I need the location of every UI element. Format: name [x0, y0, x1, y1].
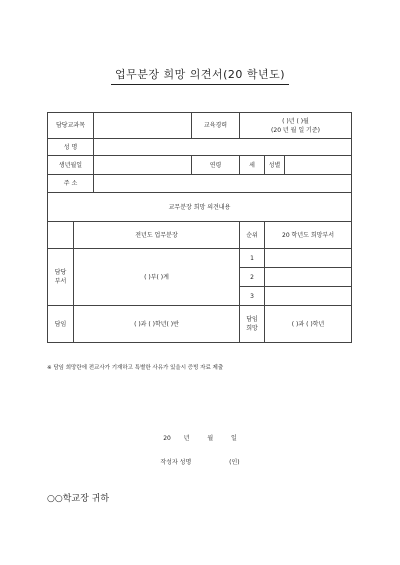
sex-label: 성별 — [265, 156, 285, 175]
hope-dept-input-1[interactable] — [265, 249, 352, 268]
form-row-homeroom — [48, 306, 352, 343]
form-row-birth — [48, 156, 352, 175]
prev-duty-header: 전년도 업무분장 — [74, 222, 240, 249]
homeroom-hope-input[interactable]: ( )과 ( )학년 — [265, 306, 352, 343]
opinion-form-table — [47, 112, 352, 343]
age-unit[interactable]: 세 — [240, 156, 265, 175]
header-blank — [48, 222, 74, 249]
date-year-unit: 년 — [183, 435, 190, 442]
hope-dept-input-3[interactable] — [265, 287, 352, 306]
name-input[interactable] — [94, 139, 352, 156]
date-year: 20 — [163, 435, 171, 442]
addressee: ○○학교장 귀하 — [47, 494, 110, 504]
dept-label-line-1: 담당 — [54, 269, 67, 276]
hope-dept-header: 20 학년도 희망부서 — [265, 222, 352, 249]
form-row-subject — [48, 113, 352, 139]
age-label: 연령 — [192, 156, 240, 175]
rank-header: 순위 — [240, 222, 265, 249]
footnote: ※ 담임 희망란에 전교사가 기재하고 특별한 사유가 있을시 증빙 자료 제출 — [47, 365, 224, 371]
form-row-address — [48, 175, 352, 193]
birth-input[interactable] — [94, 156, 192, 175]
career-label: 교육경력 — [192, 113, 240, 139]
form-row-header — [48, 222, 352, 249]
homeroom-hope-line-1: 담임 — [246, 316, 258, 323]
dept-label-line-2: 부서 — [54, 278, 67, 285]
form-row-name — [48, 139, 352, 156]
hope-dept-input-2[interactable] — [265, 268, 352, 287]
address-label: 주 소 — [48, 175, 94, 193]
date-day-unit: 일 — [230, 435, 237, 442]
date-month-unit: 월 — [207, 435, 214, 442]
document-title — [0, 66, 400, 85]
career-line-2: (20 년 월 일 기준) — [271, 126, 320, 134]
section-title: 교무분장 희망 의견내용 — [48, 193, 352, 222]
rank-1: 1 — [240, 249, 265, 268]
birth-label: 생년월일 — [48, 156, 94, 175]
signer-label: 작성자 성명 — [160, 459, 192, 466]
document-title-text: 업무분장 희망 의견서(20 학년도) — [111, 66, 289, 85]
rank-2: 2 — [240, 268, 265, 287]
subject-label: 담당교과목 — [48, 113, 94, 139]
dept-label — [48, 249, 74, 306]
address-input[interactable] — [94, 175, 352, 193]
homeroom-hope-line-2: 희망 — [246, 325, 258, 332]
homeroom-hope-label — [240, 306, 265, 343]
form-row-section-title — [48, 193, 352, 222]
career-line-1: ( )년 ( )월 — [282, 117, 309, 125]
date-line — [0, 433, 400, 442]
signature-line — [0, 457, 400, 466]
name-label: 성 명 — [48, 139, 94, 156]
form-row-dept-1 — [48, 249, 352, 268]
subject-input[interactable] — [94, 113, 192, 139]
prev-dept-input[interactable]: ( )부( )계 — [74, 249, 240, 306]
homeroom-label: 담임 — [48, 306, 74, 343]
seal-mark: (인) — [229, 459, 240, 466]
career-input[interactable] — [240, 113, 352, 139]
homeroom-input[interactable]: ( )과 ( )학년( )반 — [74, 306, 240, 343]
rank-3: 3 — [240, 287, 265, 306]
sex-input[interactable] — [285, 156, 352, 175]
